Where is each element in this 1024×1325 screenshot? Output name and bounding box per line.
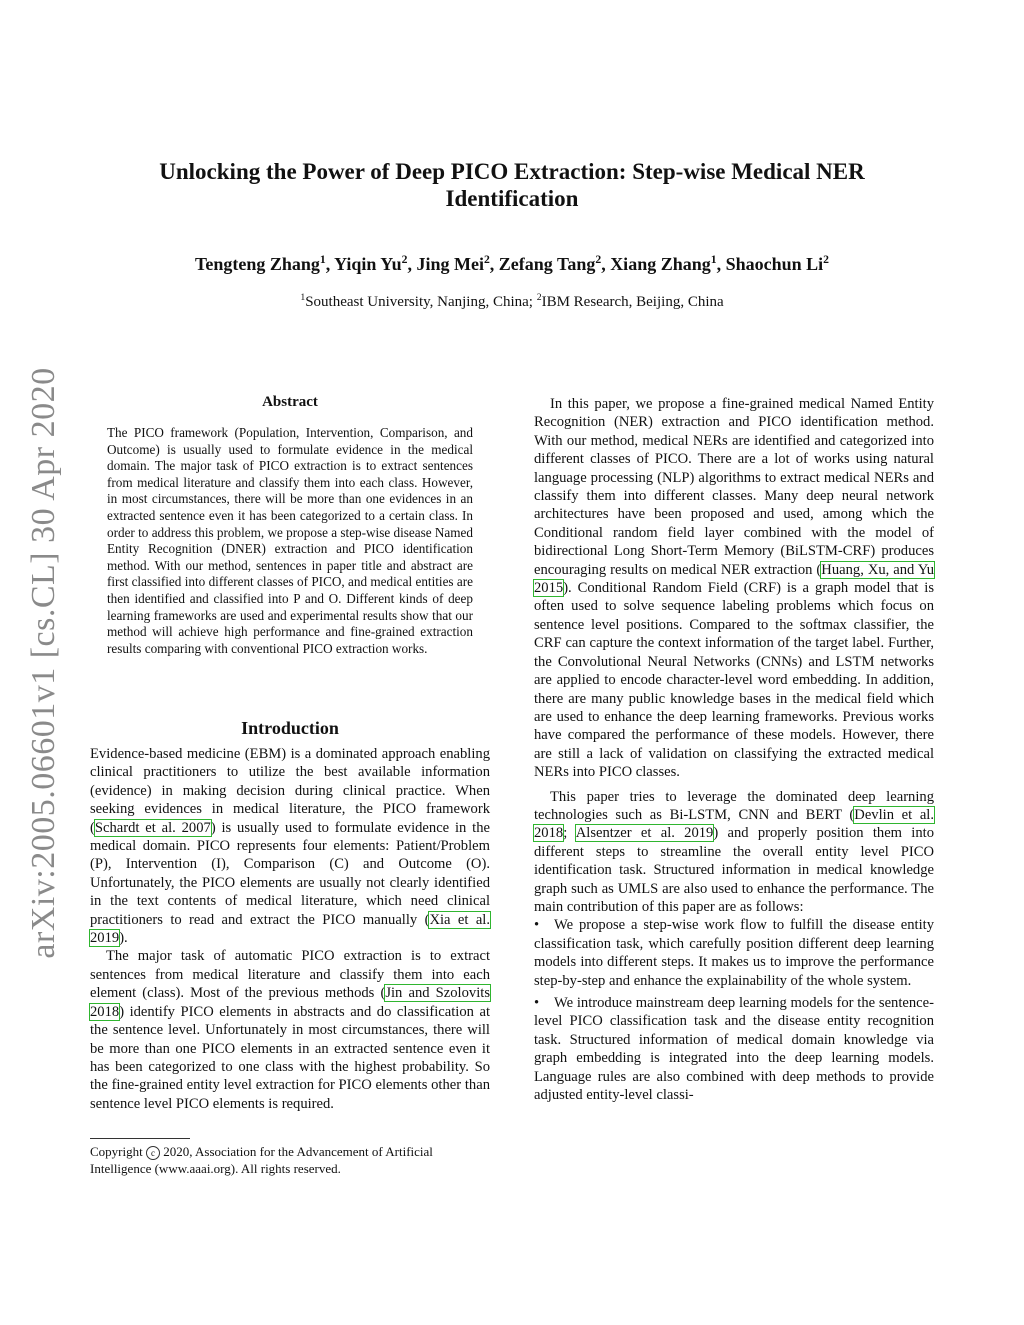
abstract-text: The PICO framework (Population, Intervention, Comparison, and Outcome) is usually used to formulate evidence in the medical domain. The major task of PICO extraction is to extract sentences from medical literature and classify them into each class. However, in most circumstances, there will be more than one evidences in an extracted sentence even it has been categorized to a certain class. In order to address this problem, we propose a step-wise disease Named Entity Recognition (DNER) extraction and PICO identification method. With our method, sentences in paper title and abstract are first classified into different classes of PICO, and medical entities are then identified and classified into P and O. Different kinds of deep learning frameworks are used and experimental results show that our method will achieve high performance and fine-grained extraction results comparing with conventional PICO extraction works. xyxy=(107,425,473,656)
citation-link[interactable]: Schardt et al. 2007 xyxy=(94,819,211,836)
author-affiliation-mark: 1 xyxy=(319,253,326,266)
author-name: Yiqin Yu xyxy=(334,254,402,274)
bullet-text: We introduce mainstream deep learning models for the sentence-level PICO classification task and the disease entity recognition task. Structured information of medical domain knowledge via graph embedding is integrated into the deep learning models. Language rules are also combined with deep methods to provide adjusted entity-level classi- xyxy=(534,995,934,1104)
paper-title: Unlocking the Power of Deep PICO Extraction: Step-wise Medical NER Identification xyxy=(159,159,865,211)
affiliation-number: 2 xyxy=(536,292,542,303)
text-run: In this paper, we propose a fine-grained medical Named Entity Recognition (NER) extraction and PICO identification method. With our method, medical NERs are identified and categorized into different classes of PICO. There are a lot of works using natural language processing (NLP) algorithms to extract medical NERs and classify them into different classes. Many deep neural network architectures have been proposed and used, among which the Conditional random field layer combined with the model of bidirectional Long Short-Term Memory (BiLSTM-CRF) produces encouraging results on medical NER extraction ( xyxy=(534,396,934,578)
text-run: ). xyxy=(119,930,128,947)
citation-link[interactable]: Jin and Szolovits 2018 xyxy=(90,985,490,1020)
right-column-body xyxy=(534,395,934,1104)
paragraph xyxy=(90,745,490,947)
author-affiliation-mark: 2 xyxy=(823,253,829,266)
text-run: ) and properly position them into different steps to streamline the overall entity level PICO identification task. Structured information in medical knowledge graph such as UMLS are also used to enhance the performance. The main contribution of this paper are as follows: xyxy=(534,825,935,915)
affiliation-text: Southeast University, Nanjing, China; xyxy=(305,294,537,310)
citation-link[interactable]: Xia et al. 2019 xyxy=(90,911,490,947)
bullet-text: We propose a step-wise work flow to fulfill the disease entity classification task, which carefully position different deep learning models into different steps. It makes us to improve the performance step-by-step and enhance the explainability of the whole system. xyxy=(534,917,934,989)
copyright-icon: c xyxy=(146,1146,160,1160)
text-run: ) identify PICO elements in abstracts and do classification at the sentence level. Unfortunately in most circumstances, there will be more than one PICO elements in an extracted sentence even it has been categorized to one class with the highest probability. So the fine-grained entity level extraction for PICO elements other than sentence level PICO elements is required. xyxy=(90,1003,490,1112)
abstract-heading: Abstract xyxy=(262,394,318,410)
footnote-rule xyxy=(90,1138,190,1139)
contribution-bullet xyxy=(534,916,934,990)
copyright-footnote xyxy=(90,1143,490,1177)
affiliations xyxy=(60,294,964,311)
paragraph xyxy=(90,947,490,1113)
author-affiliation-mark: 2 xyxy=(595,253,602,266)
text-run: ; xyxy=(563,825,576,842)
introduction-heading: Introduction xyxy=(241,718,339,738)
text-run: Evidence-based medicine (EBM) is a dominated approach enabling clinical practitioners to utilize the best available information (evidence) in making decision during clinical practice. When seeking evidences in medical literature, the PICO framework ( xyxy=(90,746,490,836)
author-name: Zefang Tang xyxy=(498,254,596,274)
text-run: 2020, Association for the Advancement of Artificial Intelligence (www.aaai.org). All rights reserved. xyxy=(90,1144,433,1177)
paragraph xyxy=(534,395,934,782)
text-run: Copyright xyxy=(90,1144,146,1159)
author-name: Tengteng Zhang xyxy=(195,254,320,274)
introduction-body xyxy=(90,745,490,1113)
citation-link[interactable]: Huang, Xu, and Yu 2015 xyxy=(534,561,934,597)
author-affiliation-mark: 2 xyxy=(483,253,490,266)
arxiv-identifier: arXiv:2005.06601v1 [cs.CL] 30 Apr 2020 xyxy=(25,367,62,959)
contribution-bullet xyxy=(534,994,934,1104)
author-name: Shaochun Li xyxy=(725,254,824,274)
text-run: ) is usually used to formulate evidence in the medical domain. PICO represents four elements: Patient/Problem (P), Intervention (I), Comparison (C) and Outcome (O). Unfortunately, the PICO elements are usually not clearly identified in the text contents of medical literature, which need clinical practitioners to read and extract the PICO manually ( xyxy=(90,819,490,928)
citation-link[interactable]: Alsentzer et al. 2019 xyxy=(575,825,714,842)
text-run: This paper tries to leverage the dominated deep learning technologies such as Bi-LSTM, CNN and BERT ( xyxy=(534,788,934,823)
arxiv-stamp xyxy=(22,358,66,968)
citation-link[interactable]: Devlin et al. 2018 xyxy=(534,806,934,842)
bullet-icon: • xyxy=(534,917,540,934)
affiliation-text: IBM Research, Beijing, China xyxy=(541,294,724,310)
author-list: Tengteng Zhang$^1$, Yiqin Yu$^2$, Jing Mei$^2$, Zefang Tang$^2$, Xiang Zhang$^1$, Shaochun Li$^2$ xyxy=(195,253,829,274)
bullet-icon: • xyxy=(534,995,540,1011)
text-run: The major task of automatic PICO extraction is to extract sentences from medical literature and classify them into each element (class). Most of the previous methods ( xyxy=(90,948,490,1002)
author-affiliation-mark: 2 xyxy=(401,253,408,266)
affiliation-number: 1 xyxy=(300,292,306,303)
author-name: Jing Mei xyxy=(416,254,484,274)
author-affiliation-mark: 1 xyxy=(710,253,717,266)
paragraph xyxy=(534,788,934,917)
author-name: Xiang Zhang xyxy=(610,254,711,274)
text-run: ). Conditional Random Field (CRF) is a graph model that is often used to solve sequence labeling problems which focus on sentence level positions. Compared to the softmax classifier, the CRF can capture the context information of the target label. Further, the Convolutional Neural Networks (CNNs) and LSTM networks are applied to encode character-level word embedding. In addition, there are many public knowledge bases in the medical field which are used to enhance the deep learning frameworks. Previous works have compared the performance of these models. However, there are still a lack of validation on classifying the extracted medical NERs into PICO classes. xyxy=(534,580,934,781)
